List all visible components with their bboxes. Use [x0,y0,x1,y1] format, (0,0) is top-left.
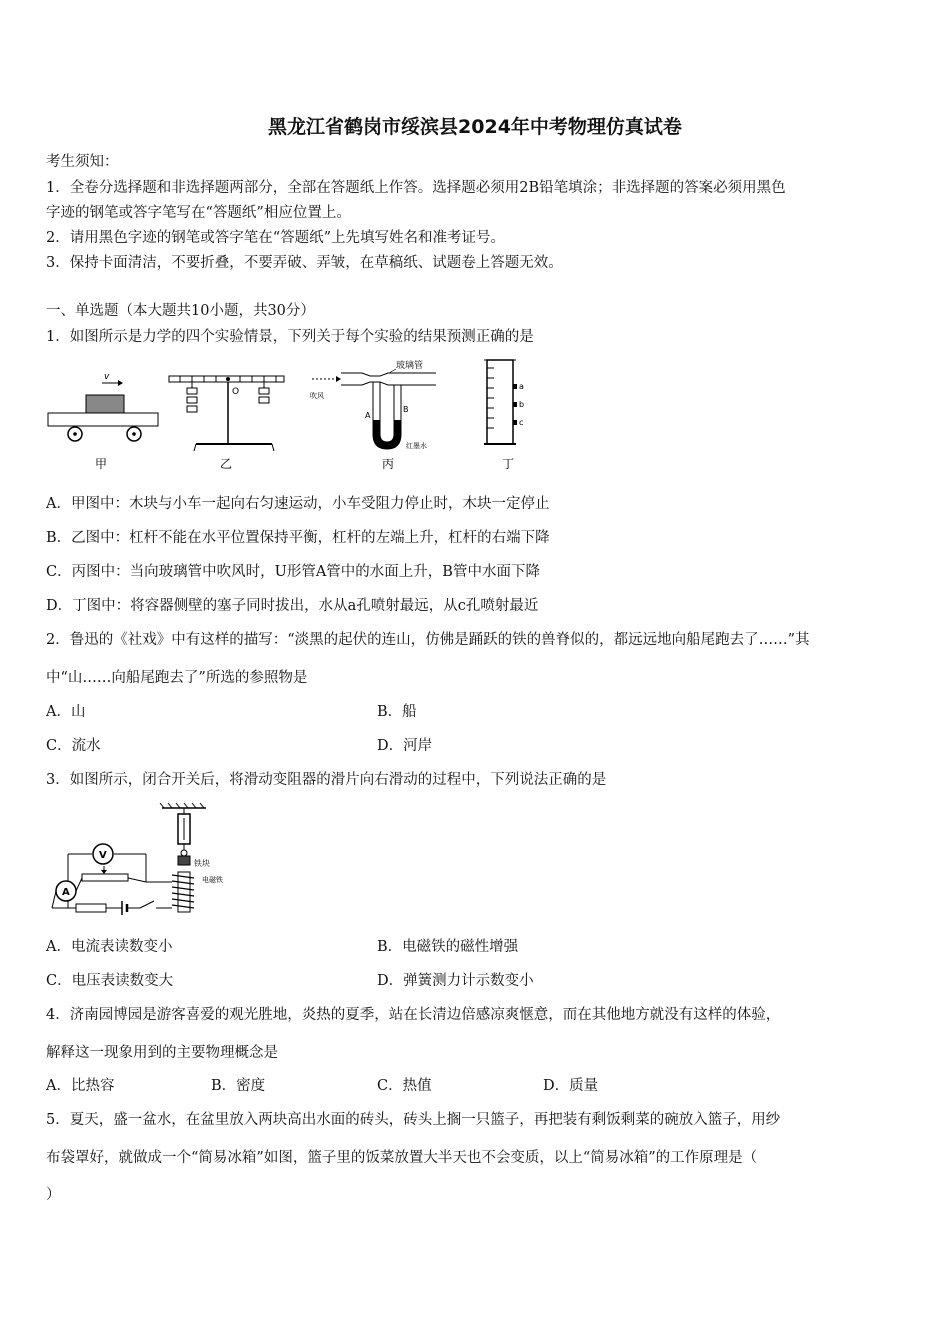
section-heading: 一、单选题（本大题共10小题，共30分） [46,303,315,319]
question-4-stem: 4．济南园博园是游客喜爱的观光胜地，炎热的夏季，站在长清边倍感凉爽惬意，而在其他地方就没有这样的体验， [46,1007,781,1023]
red-water-label: 红墨水 [406,442,427,450]
question-2-stem: 中“山……向船尾跑去了”所选的参照物是 [46,670,308,686]
page-title: 黑龙江省鹤岗市绥滨县2024年中考物理仿真试卷 [268,116,682,138]
hole-b-label: b [519,400,525,409]
q3-option: C．电压表读数变大 [46,973,174,989]
q2-option: B．船 [377,704,417,720]
q4-option: D．质量 [543,1078,599,1094]
notice-item: 字迹的钢笔或答字笔写在“答题纸”相应位置上。 [46,205,351,221]
q1-option: D．丁图中：将容器侧壁的塞子同时拔出，水从a孔喷射最远，从c孔喷射最近 [46,598,539,614]
cart-diagram [48,372,158,471]
q4-option: B．密度 [211,1078,266,1094]
question-2-stem: 2．鲁迅的《社戏》中有这样的描写：“淡黑的起伏的连山，仿佛是踊跃的铁的兽脊似的，都远远地向船尾跑去了……”其 [46,632,810,648]
iron-block-label: 铁块 [194,859,210,868]
q2-option: C．流水 [46,738,101,754]
figure-label-ding: 丁 [502,457,515,471]
water-cylinder-diagram [484,360,524,471]
pivot-label: O [232,387,240,397]
notice-heading: 考生须知： [46,154,119,170]
electromagnet-label: 电磁铁 [202,876,223,884]
hole-a-label: a [519,382,524,391]
tube-a-label: A [365,411,371,420]
q1-option: C．丙图中：当向玻璃管中吹风时，U形管A管中的水面上升，B管中水面下降 [46,564,540,580]
velocity-label: v [104,372,110,382]
ammeter-label: A [62,887,70,898]
q4-option: A．比热容 [46,1078,115,1094]
glass-tube-label: 玻璃管 [396,361,424,371]
q3-circuit-figure [44,800,244,922]
q4-option: C．热值 [377,1078,432,1094]
q2-option: A．山 [46,704,86,720]
q2-option: D．河岸 [377,738,433,754]
u-tube-diagram [310,359,436,471]
blow-label: 吹风 [310,392,324,400]
question-4-stem: 解释这一现象用到的主要物理概念是 [46,1045,278,1061]
q1-figure [44,354,534,479]
q3-option: B．电磁铁的磁性增强 [377,939,519,955]
q3-option: D．弹簧测力计示数变小 [377,973,534,989]
lever-diagram [169,376,284,471]
tube-b-label: B [403,405,409,414]
question-3-stem: 3．如图所示，闭合开关后，将滑动变阻器的滑片向右滑动的过程中，下列说法正确的是 [46,772,607,788]
figure-label-jia: 甲 [95,457,108,471]
question-1-stem: 1．如图所示是力学的四个实验情景，下列关于每个实验的结果预测正确的是 [46,329,534,345]
hole-c-label: c [519,418,524,427]
question-5-stem: ） [46,1187,61,1203]
question-5-stem: 5．夏天，盛一盆水，在盆里放入两块高出水面的砖头，砖头上搁一只篮子，再把装有剩饭剩菜的碗放入篮子，用纱 [46,1112,781,1128]
figure-label-bing: 丙 [382,457,395,471]
q1-option: A．甲图中：木块与小车一起向右匀速运动，小车受阻力停止时，木块一定停止 [46,496,550,512]
notice-item: 1．全卷分选择题和非选择题两部分，全部在答题纸上作答。选择题必须用2B铅笔填涂；非选择题的答案必须用黑色 [46,180,786,196]
q1-option: B．乙图中：杠杆不能在水平位置保持平衡，杠杆的左端上升，杠杆的右端下降 [46,530,550,546]
question-5-stem: 布袋罩好，就做成一个“简易冰箱”如图，篮子里的饭菜放置大半天也不会变质，以上“简易冰箱”的工作原理是（ [46,1150,758,1166]
figure-label-yi: 乙 [220,457,233,471]
notice-item: 2．请用黑色字迹的钢笔或答字笔在“答题纸”上先填写姓名和准考证号。 [46,230,506,246]
notice-item: 3．保持卡面清洁，不要折叠，不要弄破、弄皱，在草稿纸、试题卷上答题无效。 [46,255,563,271]
voltmeter-label: V [99,850,107,861]
q3-option: A．电流表读数变小 [46,939,173,955]
